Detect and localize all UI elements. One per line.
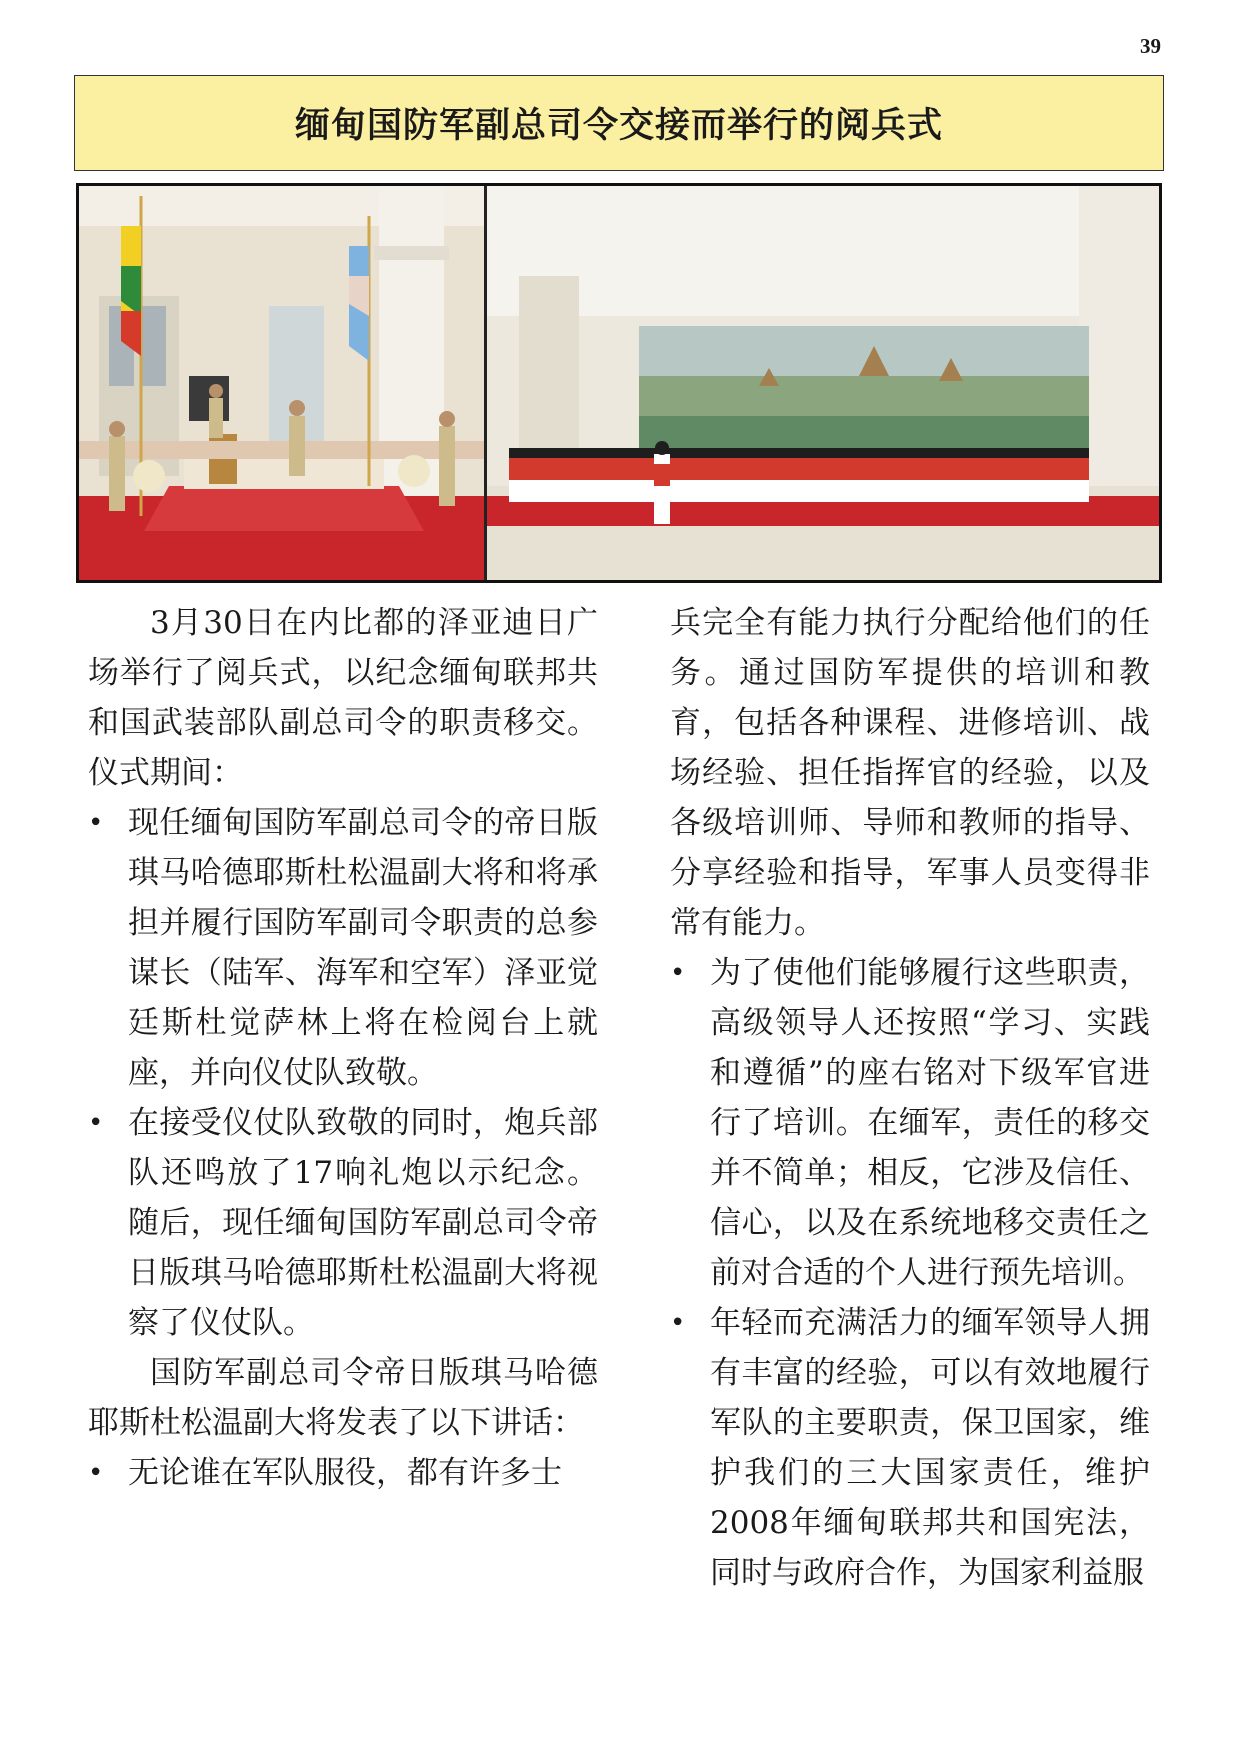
page-title: 缅甸国防军副总司令交接而举行的阅兵式: [294, 106, 943, 146]
bullet-item-continued: 兵完全有能力执行分配给他们的任务。通过国防军提供的培训和教育，包括各种课程、进修培训、战场经验、担任指挥官的经验，以及各级培训师、导师和教师的指导、分享经验和指导，军事人员变得非常有能力。: [670, 605, 1150, 941]
page-number: 39: [1140, 34, 1161, 58]
intro-paragraph: 3月30日在内比都的泽亚迪日广场举行了阅兵式，以纪念缅甸联邦共和国武装部队副总司令的职责移交。仪式期间：: [88, 605, 598, 791]
honour-guard-photo: [487, 186, 1159, 580]
bullet-item: • 在接受仪仗队致敬的同时，炮兵部队还鸣放了17响礼炮以示纪念。随后，现任缅甸国防军副总司令帝日版琪马哈德耶斯杜松温副大将视察了仪仗队。: [88, 1098, 598, 1348]
speech-bullet-list: [88, 1448, 598, 1498]
left-column: [88, 598, 598, 1498]
bullet-item: • 无论谁在军队服役，都有许多士: [88, 1448, 598, 1498]
speech-intro-paragraph: 国防军副总司令帝日版琪马哈德耶斯杜松温副大将发表了以下讲话：: [88, 1355, 598, 1441]
reviewing-stand-photo: [79, 186, 484, 580]
right-column: [670, 598, 1150, 1598]
bullet-item: • 为了使他们能够履行这些职责，高级领导人还按照“学习、实践和遵循”的座右铭对下级军官进行了培训。在缅军，责任的移交并不简单；相反，它涉及信任、信心，以及在系统地移交责任之前对合适的个人进行预先培训。: [670, 948, 1150, 1298]
bullet-item: • 现任缅甸国防军副总司令的帝日版琪马哈德耶斯杜松温副大将和将承担并履行国防军副司令职责的总参谋长（陆军、海军和空军）泽亚觉廷斯杜觉萨林上将在检阅台上就座，并向仪仗队致敬。: [88, 798, 598, 1098]
title-box: [74, 75, 1164, 171]
photo-frame: [76, 183, 1162, 583]
ceremony-photos: [79, 186, 1159, 580]
bullet-item: • 年轻而充满活力的缅军领导人拥有丰富的经验，可以有效地履行军队的主要职责，保卫国家，维护我们的三大国家责任，维护2008年缅甸联邦共和国宪法，同时与政府合作，为国家利益服: [670, 1298, 1150, 1598]
ceremony-bullet-list: [88, 798, 598, 1348]
speech-bullet-list-continued: [670, 598, 1150, 1598]
